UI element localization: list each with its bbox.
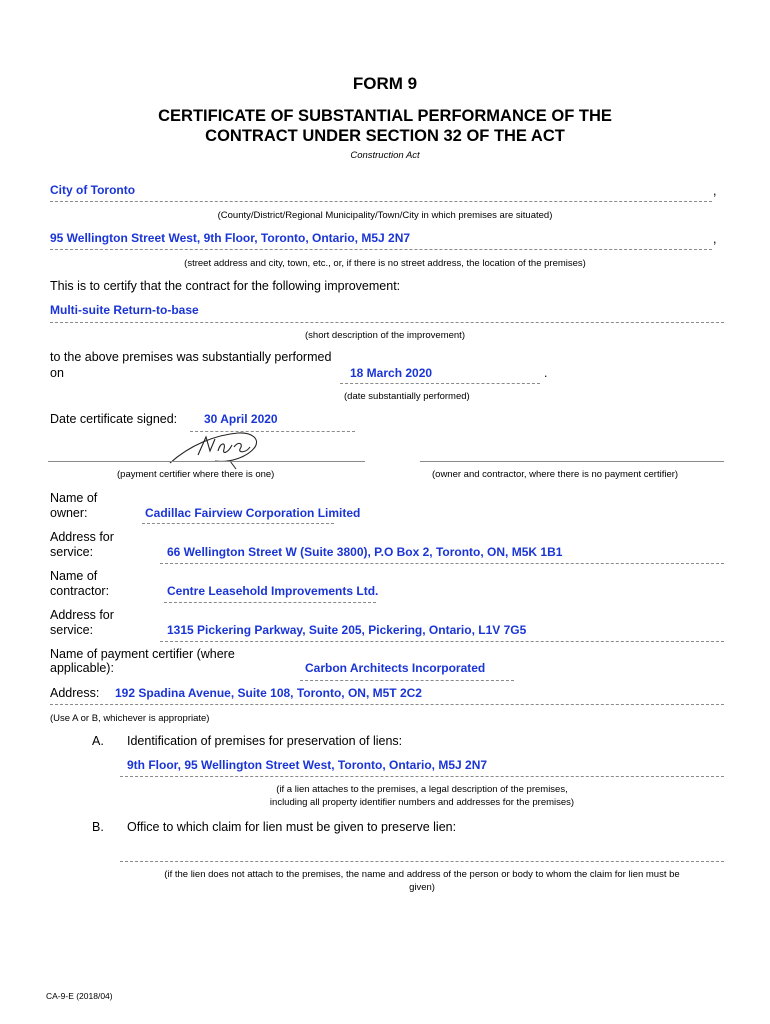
section-a-heading: Identification of premises for preservation of liens: bbox=[127, 734, 403, 748]
section-a-field[interactable]: 9th Floor, 95 Wellington Street West, Toronto, Ontario, M5J 2N7 bbox=[127, 758, 488, 772]
owner-label-line2: owner: bbox=[50, 506, 88, 520]
certifier-name-field[interactable]: Carbon Architects Incorporated bbox=[305, 661, 486, 675]
certifier-signature-line[interactable] bbox=[48, 461, 365, 462]
contractor-address-rule bbox=[160, 641, 724, 642]
act-name: Construction Act bbox=[350, 150, 420, 161]
improvement-rule bbox=[50, 322, 724, 323]
certifier-name-rule bbox=[300, 680, 514, 681]
contractor-label-line1: Name of bbox=[50, 569, 98, 583]
owner-name-rule bbox=[142, 523, 334, 524]
owner-name-field[interactable]: Cadillac Fairview Corporation Limited bbox=[145, 506, 361, 520]
owner-address-label-line1: Address for bbox=[50, 530, 114, 544]
owner-contractor-signature-line[interactable] bbox=[420, 461, 724, 462]
section-b-caption-line2: given) bbox=[409, 882, 435, 893]
section-b-heading: Office to which claim for lien must be given to preserve lien: bbox=[127, 820, 457, 834]
owner-sign-caption: (owner and contractor, where there is no payment certifier) bbox=[432, 469, 679, 480]
choice-note: (Use A or B, whichever is appropriate) bbox=[50, 713, 210, 724]
signature-graphic bbox=[160, 425, 270, 470]
municipality-comma: , bbox=[713, 184, 717, 198]
owner-address-rule bbox=[160, 563, 724, 564]
section-b-caption-line1: (if the lien does not attach to the premises, the name and address of the person or body to whom the claim for lien must be bbox=[164, 869, 680, 880]
contractor-address-label-line2: service: bbox=[50, 623, 94, 637]
section-a-letter: A. bbox=[92, 734, 104, 748]
municipality-field[interactable]: City of Toronto bbox=[50, 183, 136, 197]
performed-caption: (date substantially performed) bbox=[344, 391, 470, 402]
performed-line1: to the above premises was substantially performed bbox=[50, 350, 332, 364]
owner-label-line1: Name of bbox=[50, 491, 98, 505]
certifier-label-line2: applicable): bbox=[50, 661, 114, 675]
improvement-caption: (short description of the improvement) bbox=[305, 330, 465, 341]
certifier-address-label: Address: bbox=[50, 686, 100, 700]
signed-date-field[interactable]: 30 April 2020 bbox=[204, 412, 278, 426]
section-b-letter: B. bbox=[92, 820, 104, 834]
certify-statement: This is to certify that the contract for the following improvement: bbox=[50, 279, 401, 293]
section-a-rule bbox=[120, 776, 724, 777]
contractor-address-field[interactable]: 1315 Pickering Parkway, Suite 205, Pickering, Ontario, L1V 7G5 bbox=[167, 623, 527, 637]
premises-field[interactable]: 95 Wellington Street West, 9th Floor, Toronto, Ontario, M5J 2N7 bbox=[50, 231, 411, 245]
signed-label: Date certificate signed: bbox=[50, 412, 178, 426]
certifier-address-field[interactable]: 192 Spadina Avenue, Suite 108, Toronto, ON, M5T 2C2 bbox=[115, 686, 422, 700]
premises-rule bbox=[50, 249, 712, 250]
contractor-address-label-line1: Address for bbox=[50, 608, 114, 622]
owner-address-field[interactable]: 66 Wellington Street W (Suite 3800), P.O Box 2, Toronto, ON, M5K 1B1 bbox=[167, 545, 563, 559]
contractor-label-line2: contractor: bbox=[50, 584, 110, 598]
owner-address-label-line2: service: bbox=[50, 545, 94, 559]
form-number: FORM 9 bbox=[352, 74, 418, 93]
performed-date-rule bbox=[340, 383, 540, 384]
improvement-field[interactable]: Multi-suite Return-to-base bbox=[50, 303, 199, 317]
section-a-caption-line2: including all property identifier numbers and addresses for the premises) bbox=[269, 797, 575, 808]
contractor-name-rule bbox=[164, 602, 376, 603]
municipality-caption: (County/District/Regional Municipality/Town/City in which premises are situated) bbox=[217, 210, 553, 221]
performed-period: . bbox=[544, 366, 548, 380]
certifier-address-rule bbox=[50, 704, 724, 705]
municipality-rule bbox=[50, 201, 712, 202]
section-b-rule bbox=[120, 861, 724, 862]
section-a-caption-line1: (if a lien attaches to the premises, a legal description of the premises, bbox=[276, 784, 568, 795]
premises-caption: (street address and city, town, etc., or, if there is no street address, the location of the premises) bbox=[184, 258, 586, 269]
certifier-sign-caption: (payment certifier where there is one) bbox=[117, 469, 275, 480]
performed-date-field[interactable]: 18 March 2020 bbox=[350, 366, 433, 380]
contractor-name-field[interactable]: Centre Leasehold Improvements Ltd. bbox=[167, 584, 379, 598]
form-code: CA-9-E (2018/04) bbox=[46, 991, 113, 1001]
form-title-line2: CONTRACT UNDER SECTION 32 OF THE ACT bbox=[205, 127, 565, 145]
form-title-line1: CERTIFICATE OF SUBSTANTIAL PERFORMANCE OF THE bbox=[158, 107, 612, 125]
performed-line2: on bbox=[50, 366, 64, 380]
premises-comma: , bbox=[713, 232, 717, 246]
certifier-label-line1: Name of payment certifier (where bbox=[50, 647, 235, 661]
